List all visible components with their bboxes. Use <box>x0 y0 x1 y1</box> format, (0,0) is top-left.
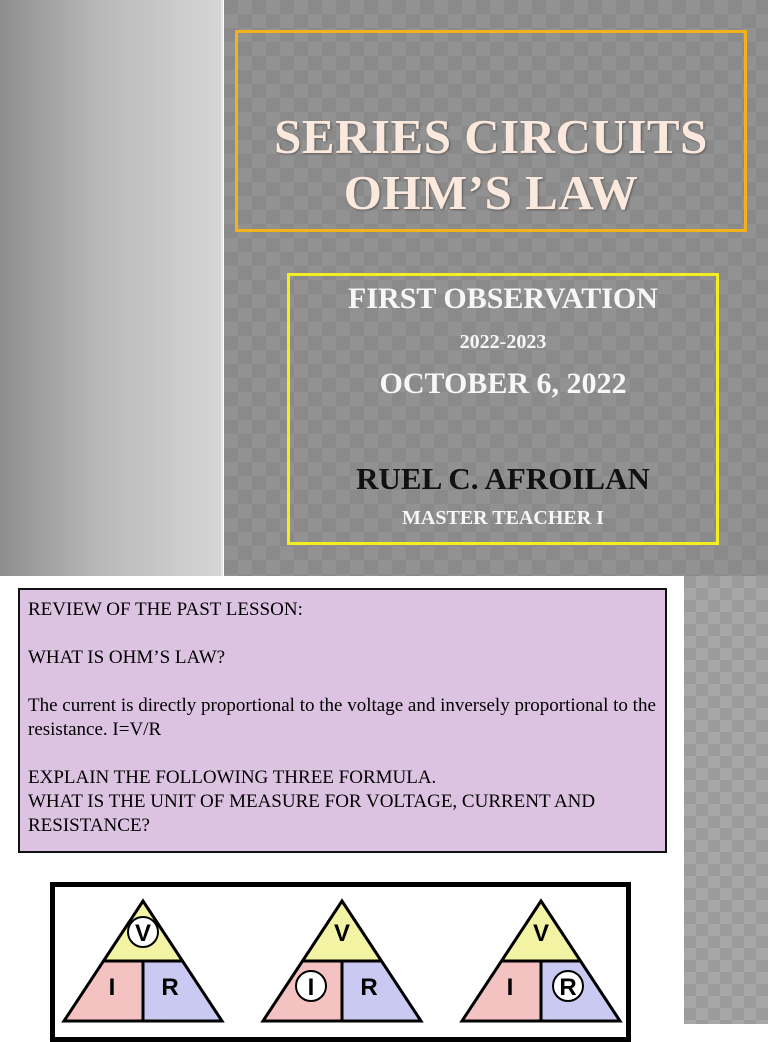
school-year: 2022-2023 <box>459 331 547 353</box>
observation-label: FIRST OBSERVATION <box>348 282 658 315</box>
triangle-right-section <box>143 961 222 1021</box>
variable-v: V <box>134 920 152 947</box>
triangle-right-section <box>342 961 421 1021</box>
review-heading: REVIEW OF THE PAST LESSON: <box>28 599 303 620</box>
variable-v: V <box>333 920 351 947</box>
review-instruction-1: EXPLAIN THE FOLLOWING THREE FORMULA. <box>28 767 437 788</box>
title-box <box>235 30 747 232</box>
review-box <box>18 588 667 853</box>
variable-r: R <box>360 974 378 1001</box>
teacher-title: MASTER TEACHER I <box>402 507 604 529</box>
review-slide <box>0 576 768 1024</box>
title-line-1: SERIES CIRCUITS <box>274 109 708 164</box>
triangle-left-section <box>462 961 541 1021</box>
review-answer: The current is directly proportional to the voltage and inversely proportional to the resistance. I=V/R <box>28 695 656 740</box>
review-question: WHAT IS OHM’S LAW? <box>28 647 226 668</box>
title-line-2: OHM’S LAW <box>343 165 639 220</box>
ohms-law-triangles <box>50 882 631 1042</box>
side-gradient-panel <box>0 0 223 576</box>
info-box <box>287 273 719 545</box>
variable-i: I <box>108 974 116 1001</box>
observation-date: OCTOBER 6, 2022 <box>379 367 627 400</box>
diamond-pattern-strip <box>684 576 768 1024</box>
triangle-left-section <box>64 961 143 1021</box>
ohm-triangle-voltage <box>60 897 226 1025</box>
variable-i: I <box>506 974 514 1001</box>
variable-i: I <box>307 974 315 1001</box>
variable-r: R <box>559 974 577 1001</box>
variable-r: R <box>161 974 179 1001</box>
variable-v: V <box>532 920 550 947</box>
ohm-triangle-current <box>259 897 425 1025</box>
ohm-triangle-resistance <box>458 897 624 1025</box>
review-instruction-2: WHAT IS THE UNIT OF MEASURE FOR VOLTAGE, CURRENT AND RESISTANCE? <box>28 791 596 836</box>
teacher-name: RUEL C. AFROILAN <box>356 461 650 496</box>
